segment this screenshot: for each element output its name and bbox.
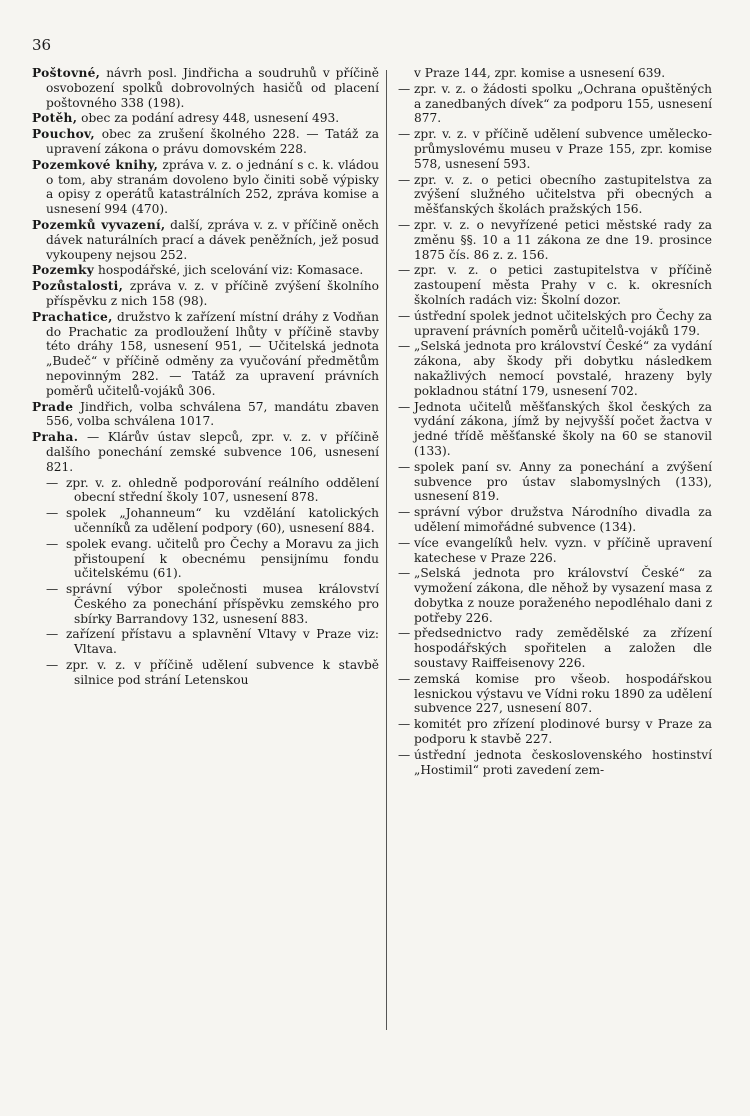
continuation-text: v Praze 144, zpr. komise a usnesení 639. (414, 66, 666, 80)
index-entry (32, 66, 379, 110)
entry-heading: Pozemků vyvazení, (32, 217, 166, 232)
entry-text: — Klárův ústav slepců, zpr. v. z. v příčině dalšího ponechání zemské subvence 106, usnesení 821. (46, 430, 379, 474)
index-entry (32, 263, 379, 278)
sub-entry (32, 658, 379, 688)
sub-entry-text: zpr. v. z. v příčině udělení subvence umělecko-průmyslovému museu v Praze 155, zpr. komise 578, usnesení 593. (414, 127, 712, 171)
entry-text: hospodářské, jich scelování viz: Komasace. (94, 263, 364, 278)
dash-marker: — (398, 566, 411, 581)
entry-heading: Pozemkové knihy, (32, 157, 159, 172)
index-entry (32, 279, 379, 309)
sub-entry (398, 672, 712, 716)
dash-marker: — (46, 658, 59, 673)
page-number: 36 (32, 36, 52, 54)
sub-entry-text: zpr. v. z. o žádosti spolku „Ochrana opuštěných a zanedbaných dívek“ za podporu 155, usnesení 877. (414, 81, 712, 126)
sub-entry-text: spolek evang. učitelů pro Čechy a Moravu za jich přistoupení k obecnému pensijnímu fondu učitelskému (61). (66, 536, 379, 581)
sub-entry-text: správní výbor společnosti musea království Českého za ponechání příspěvku zemského pro sbírky Barrandovy 132, usnesení 883. (66, 582, 379, 626)
sub-entry-text: více evangelíků helv. vyzn. v příčině upravení katechese v Praze 226. (414, 535, 712, 565)
dash-marker: — (398, 505, 411, 520)
sub-entry (32, 476, 379, 506)
entry-heading: Potěh, (32, 111, 78, 126)
dash-marker: — (46, 475, 59, 490)
dash-marker: — (398, 535, 411, 550)
sub-entry-text: ústřední jednota československého hostinství „Hostimil“ proti zavedení zem- (414, 747, 712, 777)
dash-marker: — (398, 81, 411, 96)
sub-entry-text: zpr. v. z. o nevyřízené petici městské rady za změnu §§. 10 a 11 zákona ze dne 19. prosince 1875 čís. 86 z. z. 156. (414, 217, 712, 262)
sub-entry (398, 309, 712, 339)
sub-entry-text: komitét pro zřízení plodinové bursy v Praze za podporu k stavbě 227. (414, 717, 712, 747)
sub-entry (398, 400, 712, 459)
dash-marker: — (398, 127, 411, 142)
sub-entry-text: spolek paní sv. Anny za ponechání a zvýšení subvence pro ústav slabomyslných (133), usnesení 819. (414, 459, 712, 504)
dash-marker: — (398, 217, 411, 232)
dash-marker: — (398, 626, 411, 641)
index-entry (32, 158, 379, 217)
sub-entry-text: zpr. v. z. o petici zastupitelstva v příčině zastoupení města Prahy v c. k. okresních školních radách viz: Školní dozor. (414, 263, 712, 307)
dash-marker: — (398, 263, 411, 278)
sub-entry (398, 127, 712, 171)
sub-entry-text: správní výbor družstva Národního divadla za udělení mimořádné subvence (134). (414, 505, 712, 534)
sub-entry-text: zpr. v. z. o petici obecního zastupitelstva za zvýšení služného učitelstva při obecných a měšťanských školách pražských 156. (414, 172, 712, 217)
entry-heading: Poštovné, (32, 66, 101, 80)
sub-entry (398, 263, 712, 307)
sub-entry (398, 505, 712, 535)
sub-entry-text: Jednota učitelů měšťanských škol českých za vydání zákona, jímž by nejvyšší počet žactva v jedné třídě měšťanské školy na 60 se stanovil (133). (414, 399, 712, 458)
dash-marker: — (398, 459, 411, 474)
sub-entry-text: zařízení přístavu a splavnění Vltavy v Praze viz: Vltava. (66, 627, 379, 657)
sub-entry (398, 173, 712, 217)
entry-text: družstvo k zařízení místní dráhy z Vodňan do Prachatic za prodloužení lhůty v příčině stavby této dráhy 158, usnesení 951, — Učitelská jednota „Budeč“ v příčině odměny za vyučování předmětům nepovinným 282. — Tatáž za upravení právních poměrů učitelů-vojáků 306. (46, 309, 379, 398)
column-divider (386, 70, 387, 1030)
entry-heading: Prachatice, (32, 309, 113, 324)
index-entry (32, 430, 379, 474)
entry-text: obec za podání adresy 448, usnesení 493. (77, 111, 340, 126)
dash-marker: — (398, 747, 411, 762)
entry-text: další, zpráva v. z. v příčině oněch dávek naturálních prací a dávek peněžních, jež posud vykoupeny nejsou 252. (46, 217, 379, 262)
sub-entry (398, 566, 712, 625)
index-entry (32, 400, 379, 430)
entry-text: obec za zrušení školného 228. — Tatáž za upravení zákona o právu domovském 228. (46, 127, 379, 156)
sub-entry-text: zpr. v. z. v příčině udělení subvence k stavbě silnice pod strání Letenskou (66, 658, 379, 687)
entry-heading: Pozůstalosti, (32, 279, 124, 294)
dash-marker: — (46, 627, 59, 642)
sub-entry (398, 717, 712, 747)
sub-entry-text: předsednictvo rady zemědělské za zřízení hospodářských spořitelen a založen dle soustavy Raiffeisenovy 226. (414, 626, 712, 671)
dash-marker: — (398, 399, 411, 414)
sub-entry (398, 626, 712, 670)
entry-heading: Pozemky (32, 263, 95, 278)
sub-entry-text: zpr. v. z. ohledně podporování reálního oddělení obecní střední školy 107, usnesení 878. (66, 475, 379, 505)
sub-entry (32, 627, 379, 657)
index-entry (32, 310, 379, 399)
sub-entry (398, 339, 712, 398)
dash-marker: — (398, 172, 411, 187)
sub-entry (398, 748, 712, 778)
entry-heading: Prade (32, 399, 74, 414)
sub-entry-text: spolek „Johanneum“ ku vzdělání katolických učenníků za udělení podpory (60), usnesení 884. (66, 506, 379, 535)
sub-entry (398, 460, 712, 504)
sub-entry-text: „Selská jednota pro království České“ za vydání zákona, aby škody při dobytku následkem nakažlivých nemocí povstalé, hrazeny byly pokladnou státní 179, usnesení 702. (414, 339, 712, 398)
dash-marker: — (398, 339, 411, 354)
sub-entry (32, 582, 379, 626)
dash-marker: — (46, 582, 59, 597)
sub-entry (398, 218, 712, 262)
dash-marker: — (398, 717, 411, 732)
dash-marker: — (398, 308, 411, 323)
sub-entry-text: zemská komise pro všeob. hospodářskou lesnickou výstavu ve Vídni roku 1890 za udělení subvence 227, usnesení 807. (414, 671, 712, 716)
entry-heading: Pouchov, (32, 127, 95, 142)
sub-entry (32, 537, 379, 581)
entry-text: návrh posl. Jindřicha a soudruhů v příčině osvobození spolků dobrovolných hasičů od placení poštovného 338 (198). (46, 66, 379, 110)
entry-text: zpráva v. z. v příčině zvýšení školního příspěvku z nich 158 (98). (46, 279, 379, 308)
left-column (32, 66, 379, 689)
index-entry (32, 218, 379, 262)
sub-entry (32, 506, 379, 536)
right-column (398, 66, 712, 778)
index-entry (32, 127, 379, 157)
dash-marker: — (46, 536, 59, 551)
sub-entry (398, 536, 712, 566)
entry-text: Jindřich, volba schválena 57, mandátu zbaven 556, volba schválena 1017. (46, 399, 379, 429)
sub-entry (398, 82, 712, 126)
dash-marker: — (398, 671, 411, 686)
index-entry (32, 111, 379, 126)
dash-marker: — (46, 506, 59, 521)
sub-entry-text: ústřední spolek jednot učitelských pro Čechy za upravení právních poměrů učitelů-vojáků 179. (414, 308, 712, 338)
entry-text: zpráva v. z. o jednání s c. k. vládou o tom, aby stranám dovoleno bylo činiti sobě výpisky a opisy z operátů katastrálních 252, zpráva komise a usnesení 994 (470). (46, 157, 379, 217)
sub-entry-text: „Selská jednota pro království České“ za vymožení zákona, dle něhož by vysazení masa z dobytka z nouze poraženého nepodléhalo dani z potřeby 226. (414, 566, 712, 625)
entry-heading: Praha. (32, 430, 79, 445)
